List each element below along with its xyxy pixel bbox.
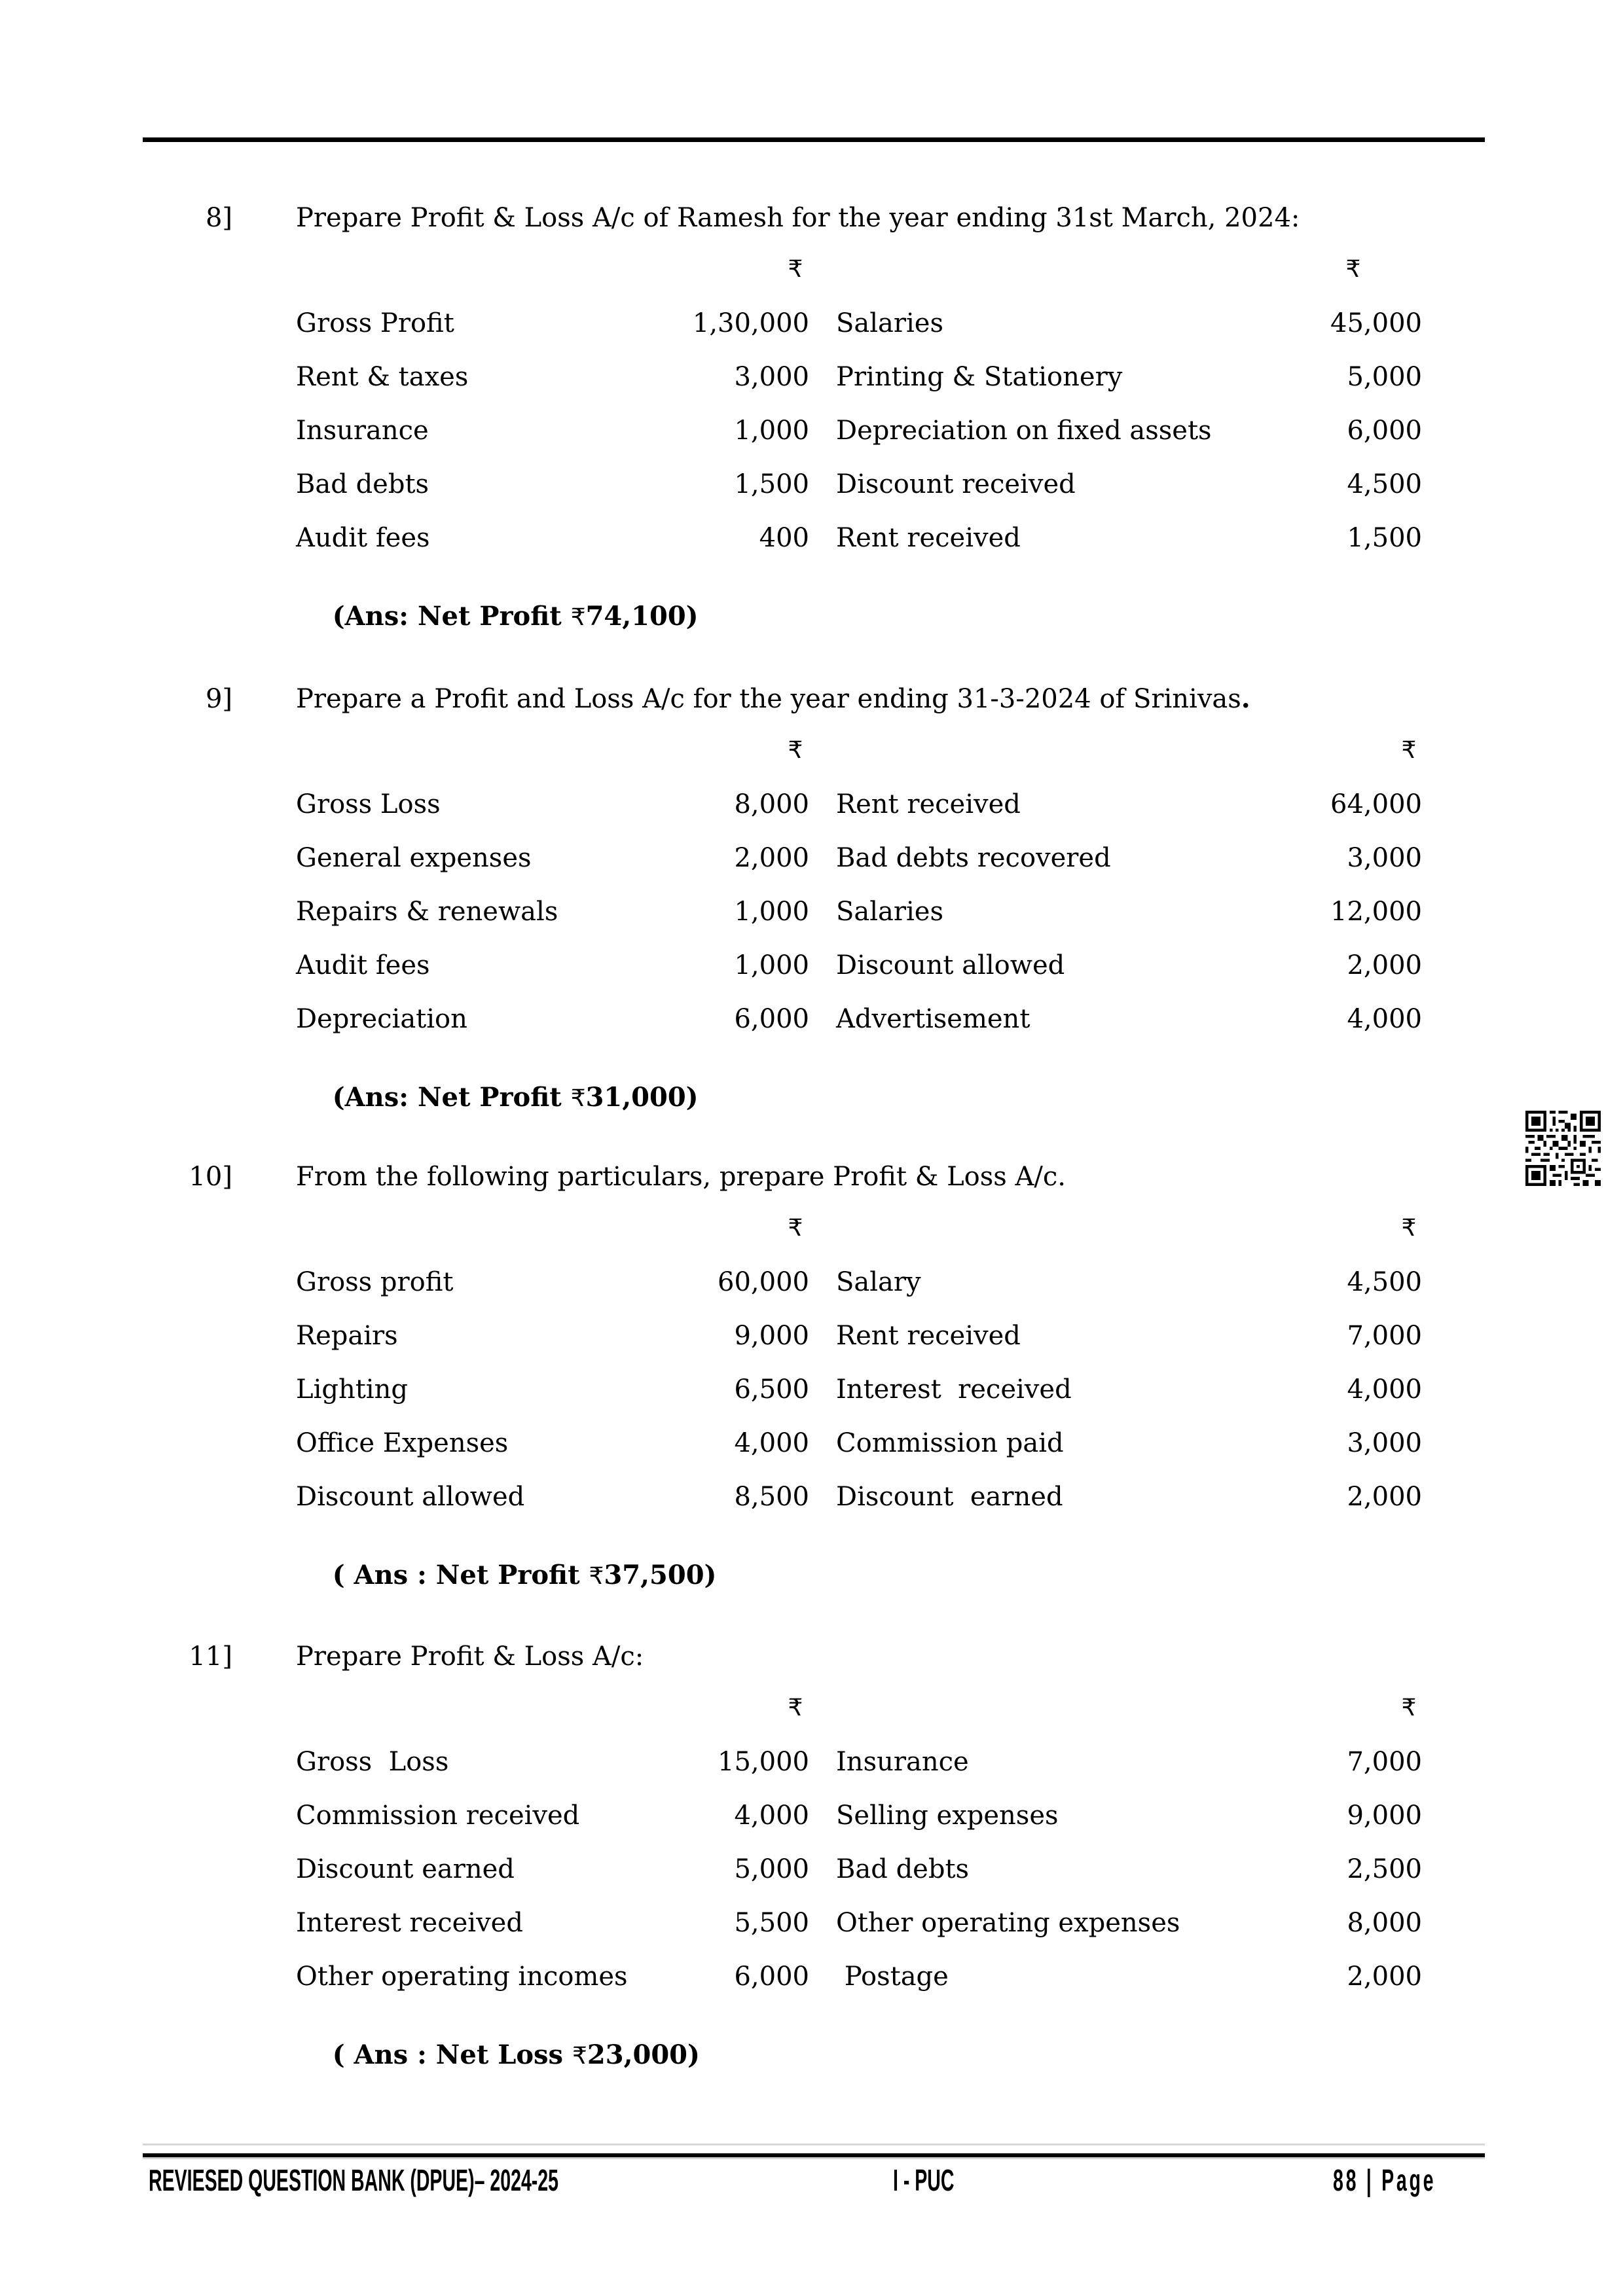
left-label: Repairs & renewals (296, 897, 558, 927)
table-row (0, 1376, 1623, 1407)
right-amount: 2,000 (1347, 950, 1422, 980)
question-number: 10] (189, 1162, 232, 1192)
rupee-icon-left-column: ₹ (788, 1215, 803, 1242)
right-label: Rent received (836, 789, 1021, 819)
table-row (0, 1323, 1623, 1353)
rupee-icon-right-column: ₹ (1401, 1215, 1417, 1242)
right-amount: 3,000 (1347, 843, 1422, 873)
left-amount: 9,000 (734, 1321, 809, 1351)
right-label: Rent received (836, 1321, 1021, 1351)
table-row (0, 845, 1623, 875)
right-amount: 2,500 (1347, 1854, 1422, 1884)
left-label: Gross Loss (296, 789, 441, 819)
right-label: Rent received (836, 523, 1021, 553)
right-label: Depreciation on fixed assets (836, 416, 1212, 446)
right-amount: 2,000 (1347, 1962, 1422, 1992)
left-amount: 2,000 (734, 843, 809, 873)
rupee-icon-left-column: ₹ (788, 737, 803, 764)
right-label: Bad debts (836, 1854, 970, 1884)
right-label: Postage (836, 1962, 949, 1992)
left-amount: 6,000 (734, 1962, 809, 1992)
question-title: Prepare a Profit and Loss A/c for the year ending 31-3-2024 of Srinivas. (296, 683, 1250, 714)
question-number: 9] (205, 684, 232, 714)
question-title: From the following particulars, prepare Profit & Loss A/c. (296, 1162, 1066, 1192)
right-label: Bad debts recovered (836, 843, 1111, 873)
right-label: Salary (836, 1267, 921, 1297)
left-label: Office Expenses (296, 1428, 509, 1458)
right-amount: 64,000 (1330, 789, 1422, 819)
left-amount: 8,500 (734, 1482, 809, 1512)
rupee-icon: ₹ (572, 2043, 587, 2070)
right-label: Advertisement (836, 1004, 1030, 1034)
right-label: Insurance (836, 1747, 969, 1777)
rupee-icon-right-column: ₹ (1401, 1695, 1417, 1721)
left-amount: 6,500 (734, 1374, 809, 1405)
right-amount: 9,000 (1347, 1801, 1422, 1831)
table-row (0, 1910, 1623, 1940)
left-label: Gross profit (296, 1267, 454, 1297)
right-amount: 3,000 (1347, 1428, 1422, 1458)
rupee-icon-right-column: ₹ (1345, 256, 1361, 283)
right-label: Discount earned (836, 1482, 1063, 1512)
footer-rule-gray-bottom (143, 2157, 1485, 2159)
left-label: Discount allowed (296, 1482, 525, 1512)
left-label: Gross Profit (296, 308, 454, 338)
right-label: Selling expenses (836, 1801, 1059, 1831)
left-amount: 1,000 (734, 950, 809, 980)
right-amount: 45,000 (1330, 308, 1422, 338)
footer-page-number: 88 | Page (1333, 2163, 1436, 2197)
table-row (0, 525, 1623, 555)
rupee-icon-left-column: ₹ (788, 256, 803, 283)
left-label: Insurance (296, 416, 429, 446)
footer-document-title: REVIESED QUESTION BANK (DPUE)– 2024-25 (149, 2163, 559, 2197)
table-row (0, 1430, 1623, 1460)
left-label: Rent & taxes (296, 362, 469, 392)
left-label: Gross Loss (296, 1747, 449, 1777)
table-row (0, 418, 1623, 448)
table-row (0, 471, 1623, 501)
left-amount: 5,500 (734, 1908, 809, 1938)
left-amount: 1,30,000 (692, 308, 809, 338)
rupee-icon-right-column: ₹ (1401, 737, 1417, 764)
header-rule (143, 137, 1485, 142)
right-label: Commission paid (836, 1428, 1064, 1458)
left-amount: 4,000 (734, 1801, 809, 1831)
table-row (0, 1269, 1623, 1299)
right-amount: 12,000 (1330, 897, 1422, 927)
left-label: Other operating incomes (296, 1962, 628, 1992)
right-amount: 2,000 (1347, 1482, 1422, 1512)
right-label: Interest received (836, 1374, 1072, 1405)
right-amount: 7,000 (1347, 1747, 1422, 1777)
left-label: Depreciation (296, 1004, 467, 1034)
footer-rule-gray-top (143, 2144, 1485, 2145)
table-row (0, 791, 1623, 821)
table-row (0, 1964, 1623, 1994)
left-amount: 60,000 (718, 1267, 809, 1297)
rupee-icon-left-column: ₹ (788, 1695, 803, 1721)
right-label: Discount allowed (836, 950, 1065, 980)
rupee-icon: ₹ (589, 1563, 604, 1590)
rupee-icon: ₹ (570, 1085, 586, 1112)
question-number: 11] (189, 1641, 232, 1672)
right-label: Other operating expenses (836, 1908, 1180, 1938)
right-amount: 4,500 (1347, 469, 1422, 499)
answer-line: (Ans: Net Profit ₹31,000) (332, 1082, 699, 1113)
left-label: Commission received (296, 1801, 580, 1831)
right-label: Discount received (836, 469, 1076, 499)
table-row (0, 1856, 1623, 1886)
table-row (0, 364, 1623, 394)
left-label: General expenses (296, 843, 532, 873)
left-amount: 1,500 (734, 469, 809, 499)
right-amount: 4,000 (1347, 1374, 1422, 1405)
table-row (0, 1749, 1623, 1779)
left-label: Interest received (296, 1908, 523, 1938)
left-label: Discount earned (296, 1854, 515, 1884)
right-amount: 7,000 (1347, 1321, 1422, 1351)
right-amount: 4,000 (1347, 1004, 1422, 1034)
question-number: 8] (205, 203, 232, 233)
left-amount: 4,000 (734, 1428, 809, 1458)
left-label: Repairs (296, 1321, 398, 1351)
left-amount: 400 (759, 523, 809, 553)
table-row (0, 310, 1623, 340)
table-row (0, 1484, 1623, 1514)
answer-line: ( Ans : Net Profit ₹37,500) (332, 1560, 717, 1590)
left-label: Audit fees (296, 523, 430, 553)
left-label: Audit fees (296, 950, 430, 980)
table-row (0, 1006, 1623, 1036)
left-amount: 3,000 (734, 362, 809, 392)
table-row (0, 952, 1623, 982)
right-label: Printing & Stationery (836, 362, 1123, 392)
footer-class-label: I - PUC (893, 2163, 955, 2197)
right-amount: 6,000 (1347, 416, 1422, 446)
left-amount: 8,000 (734, 789, 809, 819)
question-title: Prepare Profit & Loss A/c: (296, 1641, 644, 1672)
qr-code-icon (1525, 1111, 1601, 1186)
right-amount: 4,500 (1347, 1267, 1422, 1297)
answer-line: (Ans: Net Profit ₹74,100) (332, 601, 699, 632)
right-label: Salaries (836, 308, 944, 338)
left-amount: 1,000 (734, 897, 809, 927)
left-amount: 15,000 (718, 1747, 809, 1777)
answer-line: ( Ans : Net Loss ₹23,000) (332, 2039, 700, 2070)
left-amount: 5,000 (734, 1854, 809, 1884)
table-row (0, 1803, 1623, 1833)
right-amount: 8,000 (1347, 1908, 1422, 1938)
table-row (0, 899, 1623, 929)
question-title: Prepare Profit & Loss A/c of Ramesh for the year ending 31st March, 2024: (296, 203, 1300, 233)
left-label: Bad debts (296, 469, 429, 499)
rupee-icon: ₹ (570, 604, 586, 631)
right-amount: 5,000 (1347, 362, 1422, 392)
left-amount: 6,000 (734, 1004, 809, 1034)
left-amount: 1,000 (734, 416, 809, 446)
right-label: Salaries (836, 897, 944, 927)
right-amount: 1,500 (1347, 523, 1422, 553)
left-label: Lighting (296, 1374, 408, 1405)
